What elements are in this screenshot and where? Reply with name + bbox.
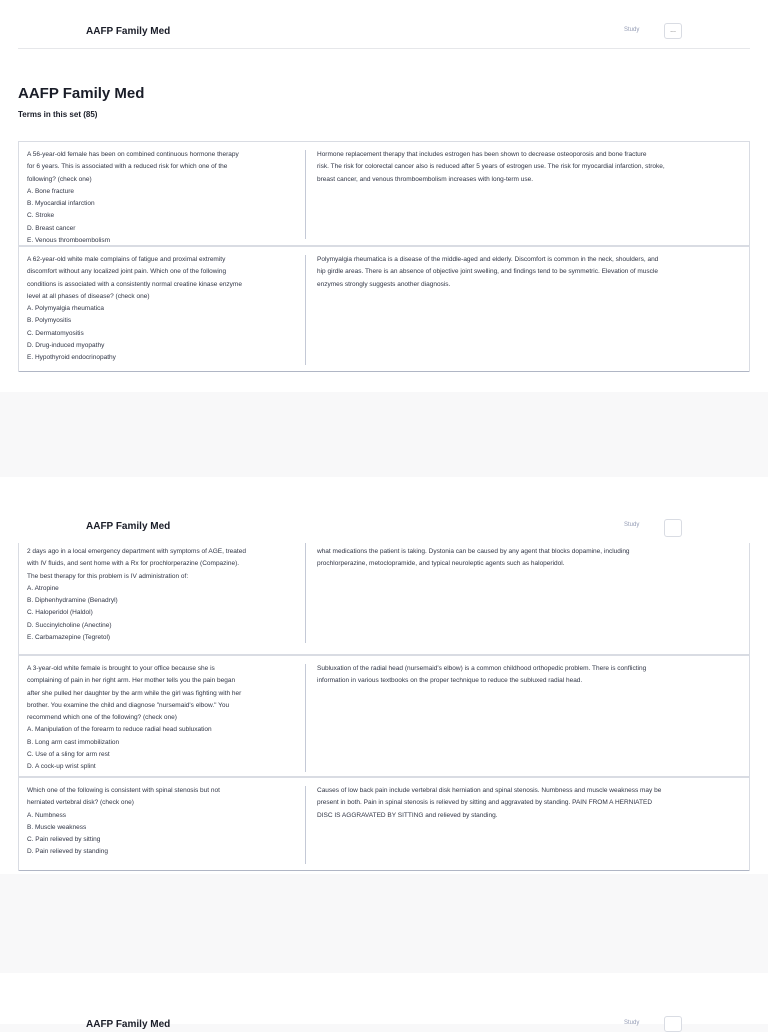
text-line: present in both. Pain in spinal stenosis is relieved by sitting and aggravated by standing. PAIN FROM A HERNIATED bbox=[317, 799, 653, 807]
text-line: after she pulled her daughter by the arm while the girl was fighting with her bbox=[27, 689, 242, 697]
study-link[interactable]: Study bbox=[624, 27, 640, 33]
text-line: level at all phases of disease? (check one) bbox=[27, 292, 150, 300]
more-options-button[interactable] bbox=[664, 1016, 682, 1032]
definition-text bbox=[317, 663, 742, 688]
header-title: AAFP Family Med bbox=[86, 521, 171, 532]
text-line: C. Pain relieved by sitting bbox=[27, 836, 101, 844]
page-3 bbox=[0, 973, 768, 1030]
text-line: A. Polymyalgia rheumatica bbox=[27, 305, 104, 313]
top-bar bbox=[18, 0, 750, 49]
text-line: A. Numbness bbox=[27, 811, 67, 819]
text-line: A 3-year-old white female is brought to your office because she is bbox=[27, 665, 215, 672]
text-line: E. Venous thromboembolism bbox=[27, 237, 111, 245]
more-options-button[interactable]: ... bbox=[664, 23, 682, 39]
text-line: A 56-year-old female has been on combined continuous hormone therapy bbox=[27, 151, 239, 158]
text-line: A. Manipulation of the forearm to reduce radial head subluxation bbox=[27, 726, 212, 734]
term-text bbox=[27, 546, 295, 644]
text-line: with IV fluids, and sent home with a Rx for prochlorperazine (Compazine). bbox=[27, 560, 240, 568]
term-card bbox=[18, 246, 750, 372]
text-line: following? (check one) bbox=[27, 175, 92, 183]
definition-text bbox=[317, 149, 742, 186]
text-line: B. Diphenhydramine (Benadryl) bbox=[27, 597, 118, 605]
definition-text bbox=[317, 546, 742, 571]
text-line: Which one of the following is consistent with spinal stenosis but not bbox=[27, 787, 220, 794]
term-text bbox=[27, 149, 295, 247]
text-line: D. Succinylcholine (Anectine) bbox=[27, 621, 112, 629]
card-divider bbox=[305, 786, 306, 864]
text-line: B. Long arm cast immobilization bbox=[27, 738, 120, 746]
text-line: prochlorperazine, metoclopramide, and typical neuroleptic agents such as haloperidol. bbox=[317, 560, 565, 568]
card-divider bbox=[305, 255, 306, 365]
term-card bbox=[18, 543, 750, 655]
term-text bbox=[27, 254, 295, 365]
text-line: DISC IS AGGRAVATED BY SITTING and relieved by standing. bbox=[317, 811, 498, 819]
text-line: 2 days ago in a local emergency department with symptoms of AGE, treated bbox=[27, 548, 246, 555]
text-line: hip girdle areas. There is an absence of objective joint swelling, and findings tend to be symmetric. Elevation of muscle bbox=[317, 268, 658, 276]
more-options-button[interactable] bbox=[664, 519, 682, 537]
text-line: information in various textbooks on the proper technique to reduce the subluxed radial head. bbox=[317, 677, 583, 685]
set-title: AAFP Family Med bbox=[18, 85, 145, 102]
text-line: Subluxation of the radial head (nursemaid's elbow) is a common childhood orthopedic problem. There is conflicting bbox=[317, 665, 647, 672]
text-line: herniated vertebral disk? (check one) bbox=[27, 799, 134, 807]
text-line: C. Dermatomyositis bbox=[27, 329, 84, 337]
card-bottom-line bbox=[19, 870, 749, 871]
header-title: AAFP Family Med bbox=[86, 1019, 171, 1030]
term-text bbox=[27, 663, 295, 774]
text-line: for 6 years. This is associated with a reduced risk for which one of the bbox=[27, 163, 228, 171]
definition-text bbox=[317, 254, 742, 291]
text-line: enzymes strongly suggests another diagnosis. bbox=[317, 280, 451, 288]
text-line: Polymyalgia rheumatica is a disease of the middle-aged and elderly. Discomfort is common in the neck, shoulders, and bbox=[317, 256, 659, 263]
text-line: A 62-year-old white male complains of fatigue and proximal extremity bbox=[27, 256, 226, 263]
text-line: C. Stroke bbox=[27, 212, 55, 220]
study-link[interactable]: Study bbox=[624, 1020, 640, 1026]
page-1 bbox=[0, 0, 768, 392]
term-card bbox=[18, 777, 750, 871]
text-line: D. A cock-up wrist splint bbox=[27, 763, 96, 771]
text-line: conditions is associated with a consistently normal creatine kinase enzyme bbox=[27, 280, 242, 288]
text-line: D. Pain relieved by standing bbox=[27, 848, 108, 856]
text-line: The best therapy for this problem is IV administration of: bbox=[27, 572, 189, 580]
top-bar bbox=[18, 1009, 750, 1029]
text-line: A. Atropine bbox=[27, 584, 59, 592]
card-divider bbox=[305, 150, 306, 239]
definition-text bbox=[317, 785, 742, 822]
text-line: what medications the patient is taking. Dystonia can be caused by any agent that blocks dopamine, including bbox=[317, 548, 630, 555]
text-line: recommend which one of the following? (check one) bbox=[27, 714, 177, 722]
header-title: AAFP Family Med bbox=[86, 26, 171, 37]
text-line: D. Drug-induced myopathy bbox=[27, 342, 105, 350]
card-divider bbox=[305, 664, 306, 772]
text-line: brother. You examine the child and diagnose "nursemaid's elbow." You bbox=[27, 701, 230, 709]
text-line: discomfort without any localized joint pain. Which one of the following bbox=[27, 268, 227, 276]
term-card bbox=[18, 655, 750, 777]
study-link[interactable]: Study bbox=[624, 522, 640, 528]
text-line: D. Breast cancer bbox=[27, 224, 76, 232]
text-line: Causes of low back pain include vertebral disk herniation and spinal stenosis. Numbness and muscle weakness may be bbox=[317, 787, 662, 794]
text-line: risk. The risk for colorectal cancer also is reduced after 5 years of estrogen use. The risk for myocardial infarction, stroke, bbox=[317, 163, 665, 171]
page-2 bbox=[0, 477, 768, 874]
terms-count: Terms in this set (85) bbox=[18, 110, 98, 119]
text-line: B. Muscle weakness bbox=[27, 823, 87, 831]
text-line: C. Haloperidol (Haldol) bbox=[27, 609, 93, 617]
term-card bbox=[18, 141, 750, 246]
top-bar bbox=[18, 515, 750, 543]
text-line: complaining of pain in her right arm. Her mother tells you the pain began bbox=[27, 677, 236, 685]
text-line: C. Use of a sling for arm rest bbox=[27, 751, 110, 759]
text-line: breast cancer, and venous thromboembolism increases with long-term use. bbox=[317, 175, 534, 183]
card-bottom-line bbox=[19, 371, 749, 372]
text-line: Hormone replacement therapy that includes estrogen has been shown to decrease osteoporosis and bone fracture bbox=[317, 151, 647, 158]
term-text bbox=[27, 785, 295, 859]
text-line: B. Polymyositis bbox=[27, 317, 72, 325]
text-line: B. Myocardial infarction bbox=[27, 200, 95, 208]
card-divider bbox=[305, 543, 306, 643]
text-line: A. Bone fracture bbox=[27, 187, 74, 195]
text-line: E. Hypothyroid endocrinopathy bbox=[27, 354, 116, 362]
text-line: E. Carbamazepine (Tegretol) bbox=[27, 634, 111, 642]
